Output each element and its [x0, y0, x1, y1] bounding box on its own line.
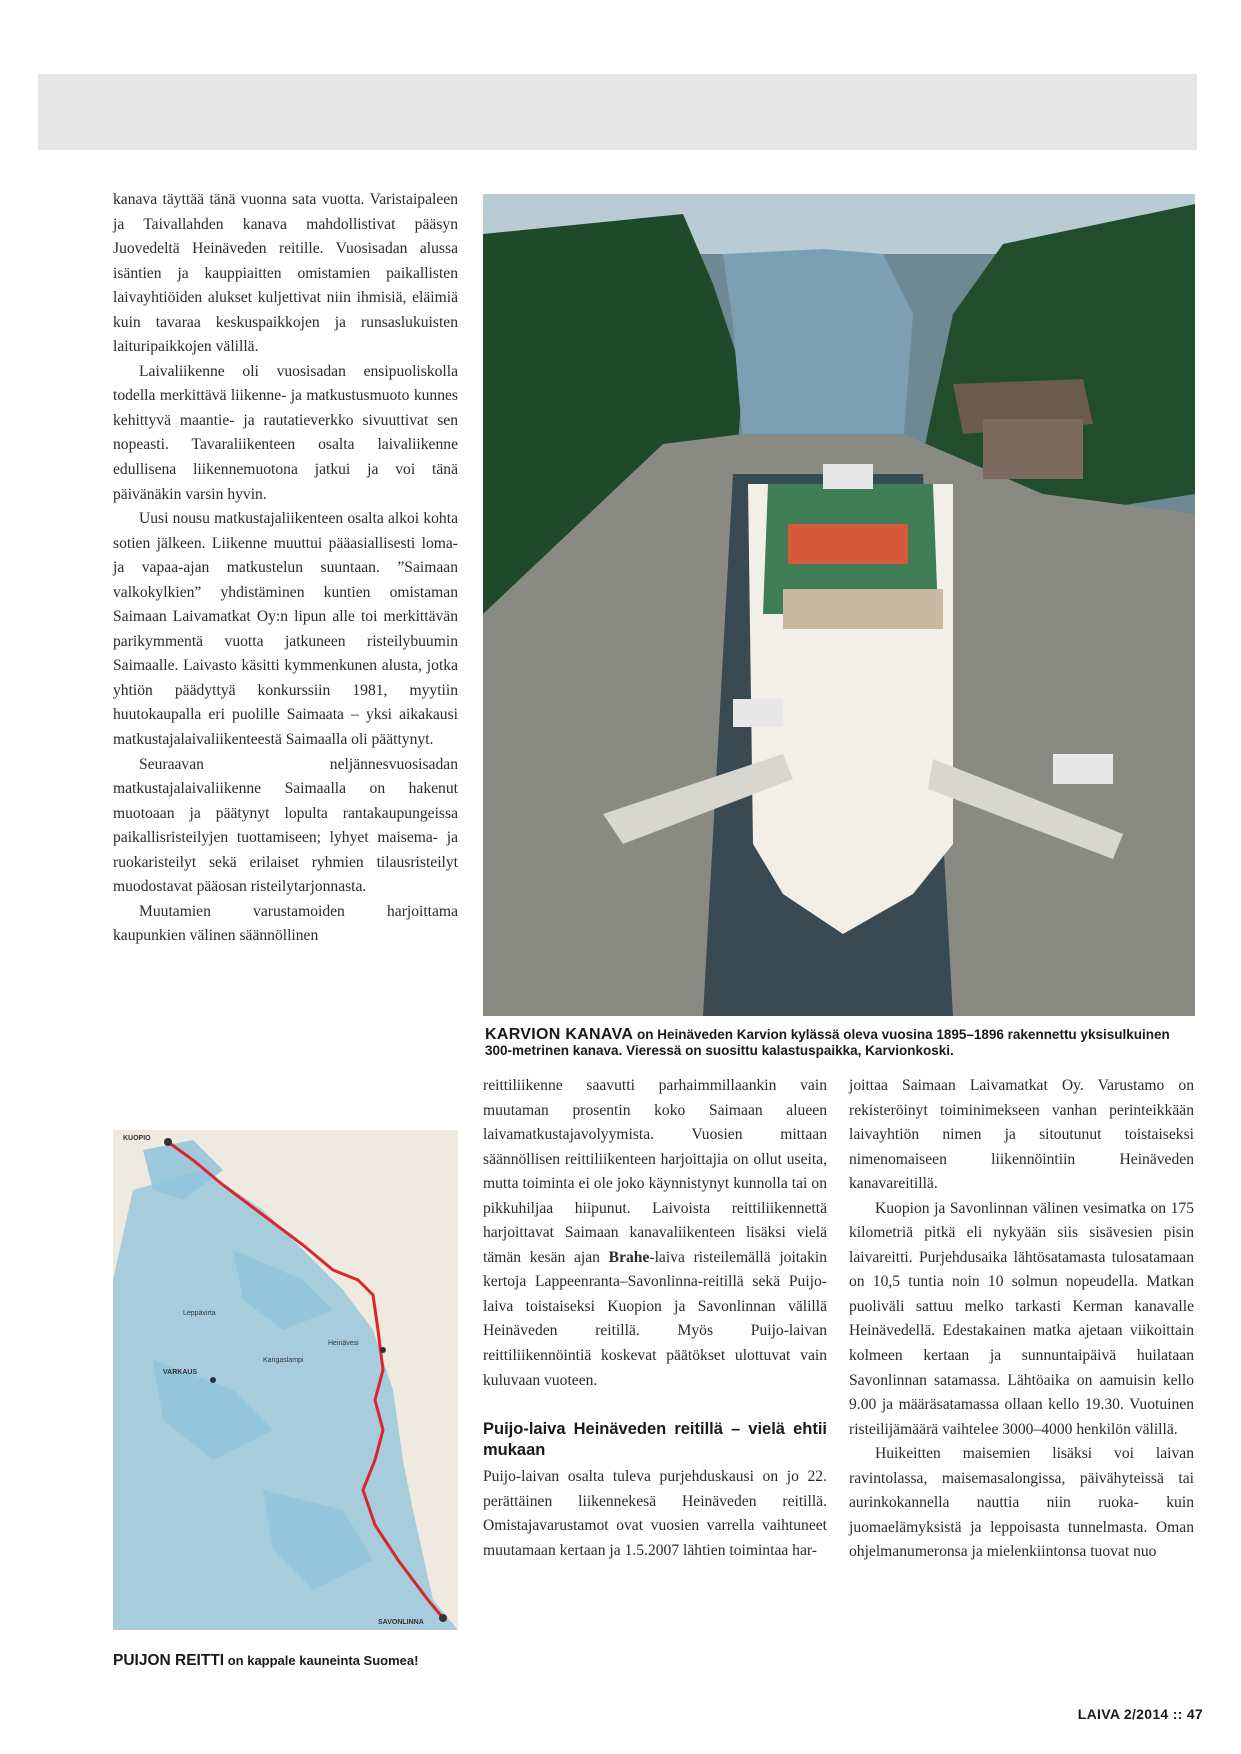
map-caption-text: on kappale kauneinta Suomea! [224, 1653, 419, 1668]
photo-caption-lead: KARVION KANAVA [485, 1026, 634, 1043]
ship-name: Brahe [608, 1248, 650, 1266]
article-column-1 [113, 188, 458, 949]
paragraph: Laivaliikenne oli vuosisadan ensipuoliskolla todella merkittävä liikenne- ja matkustusmuoto kunnes kehittyvä maantie- ja rautatieverkko sivuuttivat sen nopeasti. Tavaraliikenteen osalta laivaliikenne edullisena liikennemuotona jatkui ja voi tänä päivänäkin varsin hyvin. [113, 362, 458, 503]
paragraph [483, 1074, 827, 1393]
paragraph: Huikeitten maisemien lisäksi voi laivan ravintolassa, maisemasalongissa, päivähyteissä tai aurinkokannella nauttia niin ruoka- kuin juomaelämyksistä ja leppoisasta tunnelmasta. Oman ohjelmanumeronsa ja mielenkiintonsa tuovat nuo [849, 1445, 1194, 1561]
map-caption [113, 1652, 458, 1670]
paragraph: Kuopion ja Savonlinnan välinen vesimatka on 175 kilometriä pitkä eli nykyään siis sisävesien pisin laivareitti. Purjehdusaika lähtösatamasta tulosatamaan on 10,5 tuntia noin 10 solmun nopeudella. Matkan puoliväli sattuu melko tarkasti Kerman kanavalle Heinävedellä. Edestakainen matka ajetaan viikoittain kolmeen kertaan ja sunnuntaipäivä huilataan Savonlinnan satamassa. Lähtöaika on aamuisin kello 9.00 ja määräsatamassa ollaan kello 19.30. Vuotuinen risteilijämäärä vaihtelee 3000–4000 henkilön välillä. [849, 1199, 1194, 1438]
paragraph: Uusi nousu matkustajaliikenteen osalta alkoi kohta sotien jälkeen. Liikenne muuttui pääasiallisesti loma- ja vapaa-ajan matkustelun suuntaan. ”Saimaan valkokylkien” yhdistäminen kuntien omistaman Saimaan Laivamatkat Oy:n lipun alle toi merkittävän parikymmentä vuotta jatkuneen risteilybuumin Saimaalle. Laivasto käsitti kymmenkunen alusta, jotka yhtiön päädyttyä konkurssiin 1981, myytiin huutokaupalla eri puolille Saimaata – yksi aikakausi matkustajalaivaliikenteestä Saimaalla oli päättynyt. [113, 510, 458, 749]
map-label-kangaslampi: Kangaslampi [263, 1357, 304, 1364]
canal-photo [483, 194, 1195, 1016]
map-label-kuopio: KUOPIO [123, 1135, 151, 1142]
map-label-varkaus: VARKAUS [163, 1369, 198, 1376]
article-column-2 [483, 1074, 827, 1563]
canal-photo-illustration [483, 194, 1195, 1016]
paragraph: Muutamien varustamoiden harjoittama kaupunkien välinen säännöllinen [113, 902, 458, 945]
paragraph: Seuraavan neljännesvuosisadan matkustajalaivaliikenne Saimaalla on hakenut muotoaan ja päätynyt lopulta rantakaupungeissa paikallisristeilyjen tuottamiseen; lyhyet maisema- ja ruokaristeilyt sekä erilaiset ryhmien tilausristeilyt muodostavat pääosan risteilytarjonnasta. [113, 755, 458, 896]
page-folio: LAIVA 2/2014 :: 47 [1077, 1706, 1203, 1722]
map-caption-lead: PUIJON REITTI [113, 1652, 225, 1669]
photo-caption [485, 1027, 1195, 1059]
paragraph-text: -laiva risteilemällä joitakin kertoja Lappeenranta–Savonlinna-reitillä sekä Puijo-laiva toistaiseksi Kuopion ja Savonlinnan välillä Heinäveden reitillä. Myös Puijo-laivan reittiliikennöintiä koskevat päätökset ulottuvat vain kuluvaan vuoteen. [483, 1248, 827, 1389]
article-column-3 [849, 1074, 1194, 1565]
paragraph: joittaa Saimaan Laivamatkat Oy. Varustamo on rekisteröinyt toiminimekseen vanhan perinteikkään laivayhtiön nimen ja sitoutunut toistaiseksi nimenomaiseen liikennöintiin Heinäveden kanavareitillä. [849, 1077, 1194, 1193]
paragraph: kanava täyttää tänä vuonna sata vuotta. Varistaipaleen ja Taivallahden kanava mahdollistivat pääsyn Juovedeltä Heinäveden reitille. Vuosisadan alussa isäntien ja kauppiaitten omistamien paikallisten laivayhtiöiden alukset kuljettivat niin ihmisiä, eläimiä kuin tavaraa keskuspaikkojen ja runsaslukuisten laituripaikkojen välillä. [113, 191, 458, 356]
header-band [38, 74, 1197, 150]
route-map [113, 1130, 458, 1630]
route-map-illustration [113, 1130, 458, 1630]
paragraph: Puijo-laivan osalta tuleva purjehduskausi on jo 22. perättäinen liikennekesä Heinäveden reitillä. Omistajavarustamot ovat vuosien varrella vaihtuneet muutamaan kertaan ja 1.5.2007 lähtien toimintaa har- [483, 1468, 827, 1559]
paragraph-text: reittiliikenne saavutti parhaimmillaankin vain muutaman prosentin koko Saimaan alueen laivamatkustajavolyymista. Vuosien mittaan säännöllisen reittiliikenteen harjoittajia on ollut useita, mutta toiminta ei ole joko käynnistynyt kunnolla tai on pikkuhiljaa hiipunut. Laivoista reittiliikennettä harjoittavat Saimaan kanavaliikenteen lisäksi vielä tämän kesän ajan [483, 1077, 827, 1266]
map-label-heinavesi: Heinävesi [328, 1340, 359, 1347]
map-label-leppavirta: Leppävirta [183, 1310, 216, 1317]
photo-caption-text: on Heinäveden Karvion kylässä oleva vuosina 1895–1896 rakennettu yksisulkuinen 300-metrinen kanava. Vieressä on suosittu kalastuspaikka, Karvionkoski. [485, 1027, 1170, 1058]
section-subhead: Puijo-laiva Heinäveden reitillä – vielä ehtii mukaan [483, 1420, 827, 1460]
map-label-savonlinna: SAVONLINNA [378, 1619, 424, 1626]
